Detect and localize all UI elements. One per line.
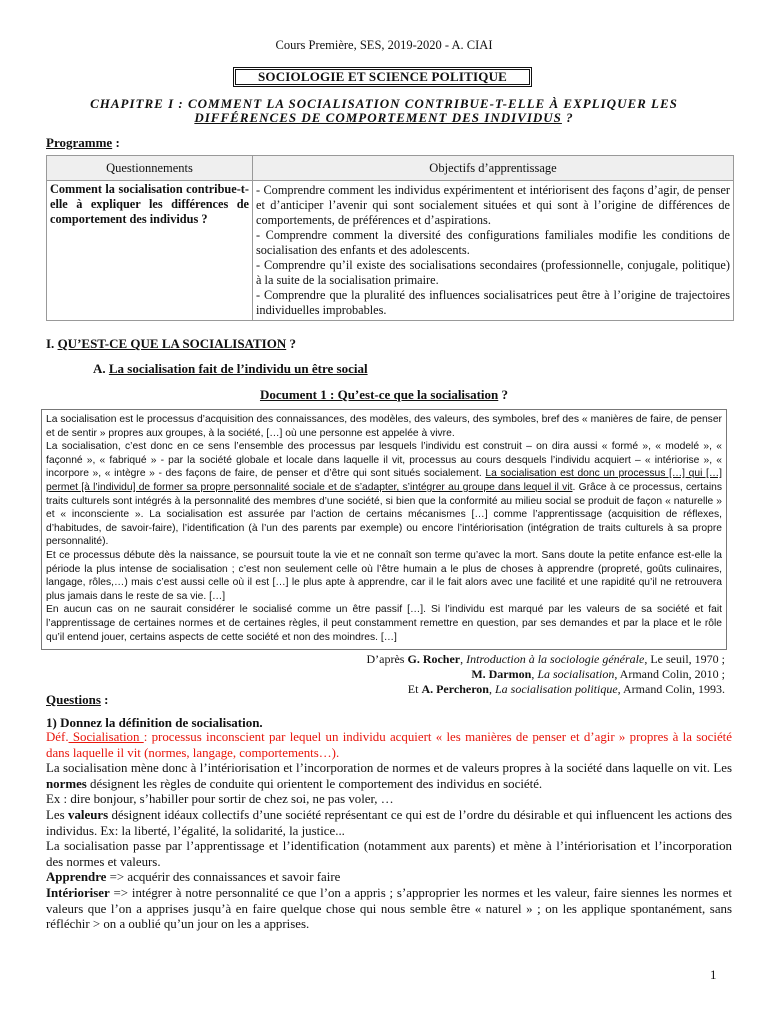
def-text: : processus inconscient par lequel un individu acquiert « les manières de penser et d’agir » propres à la société dans laquelle il vit (normes, langage, comportements…). bbox=[46, 730, 732, 760]
objectives-cell bbox=[253, 181, 734, 321]
main-title: SOCIOLOGIE ET SCIENCE POLITIQUE bbox=[233, 67, 532, 87]
questions-colon: : bbox=[100, 692, 109, 707]
source-sep: , bbox=[488, 682, 495, 696]
sources bbox=[367, 652, 726, 697]
source-prefix: D’après bbox=[366, 652, 408, 666]
answer-text: => acquérir des connaissances et savoir faire bbox=[106, 870, 341, 885]
answer-paragraph bbox=[46, 870, 732, 886]
doc-paragraph: La socialisation est le processus d’acquisition des connaissances, des modèles, des valeurs, des symboles, bref des « manières de faire, de penser et de sentir » propres aux groupes, à la société, […] où une personne est appelée à vivre. bbox=[46, 414, 722, 439]
source-line bbox=[367, 652, 726, 667]
source-book: Introduction à la sociologie générale bbox=[466, 652, 645, 666]
answer-bold: normes bbox=[46, 776, 87, 791]
doc-paragraph: En aucun cas on ne saurait considérer le socialisé comme un être passif […]. Si l’individu est marqué par les valeurs de sa société et fait l’apprentissage de certaines normes et de certaines règles, il peut constamment remettre en question, par ses demandes et par la place et le rôle qu’il entend jouer, certains aspects de cette société et non des moindres. […] bbox=[46, 604, 722, 643]
chapter-suffix: ? bbox=[561, 110, 574, 125]
answer-block bbox=[46, 730, 732, 933]
chapter-title bbox=[60, 97, 708, 125]
section-1-suffix: ? bbox=[286, 336, 296, 351]
objective-item: - Comprendre que la pluralité des influences socialisatrices peut être à l’origine de trajectoires individuelles improbables. bbox=[256, 288, 730, 317]
answer-text: La socialisation mène donc à l’intériorisation et l’incorporation de normes et de valeurs propres à la société dans laquelle on vit. Les bbox=[46, 761, 732, 776]
source-book: La socialisation bbox=[537, 667, 615, 681]
answer-paragraph bbox=[46, 761, 732, 792]
objective-item: - Comprendre comment les individus expérimentent et intériorisent des façons d’agir, de penser et d’anticiper l’avenir qui sont socialement situées et qui sont à l’origine de différences de comportements, de préférences et d’aspirations. bbox=[256, 183, 730, 227]
source-rest: , Armand Colin, 2010 ; bbox=[614, 667, 725, 681]
doc-paragraph bbox=[46, 440, 722, 549]
document-1-box bbox=[41, 409, 727, 650]
section-1-heading bbox=[46, 336, 296, 352]
chapter-line1: COMMENT LA SOCIALISATION CONTRIBUE-T-ELLE À EXPLIQUER LES bbox=[187, 96, 678, 111]
source-line bbox=[367, 682, 726, 697]
answer-paragraph: La socialisation passe par l’apprentissage et l’identification (notamment aux parents) et mène à l’intériorisation et l’incorporation des normes et valeurs. bbox=[46, 839, 732, 869]
source-author: M. Darmon bbox=[471, 667, 532, 681]
doc-text: . Grâce à ce processus, certains traits culturels sont intégrés à la personnalité des membres d’une société, si bien que la conformité au milieu social se produit de façon « naturelle » et « inconsciente ». La socialisation est assurée par l’action de certains mécanismes […] comme l’apprentissage (acquisition de réflexes, d’habitudes, de savoir-faire), l’identification (à l’un des parents par exemple) ou encore l’intériorisation (intégration de traits culturels à sa propre personnalité). bbox=[46, 481, 722, 548]
doc-text: La socialisation, c’est donc en ce sens l’ensemble des processus par lesquels l’individu est construit – on dira aussi « formé », « modelé », « façonné », « fabriqué » - par la société globale et locale dans laquelle il vit, processus au cours desquels l’individu acquiert – « intériorise », « incorpore », « intègre » - des façons de faire, de penser et d’être qui sont situés socialement. bbox=[46, 441, 722, 480]
section-1-title: QU’EST-CE QUE LA SOCIALISATION bbox=[57, 336, 287, 351]
def-label: Déf. bbox=[46, 730, 69, 744]
question-1: 1) Donnez la définition de socialisation. bbox=[46, 715, 263, 730]
source-author: G. Rocher bbox=[407, 652, 461, 666]
header-objectifs: Objectifs d’apprentissage bbox=[253, 156, 734, 181]
chapter-prefix: CHAPITRE I : bbox=[90, 96, 188, 111]
doc-paragraph: Et ce processus débute dès la naissance, se poursuit toute la vie et ne connaît son terme qu’avec la mort. Sans doute la petite enfance est-elle la période la plus intense de socialisation ; c’est non seulement celle où l’être humain a le plus de choses à apprendre (propreté, goûts culinaires, langage, rôles,…) mais c’est aussi celle où il est […] le plus apte à apprendre, car il le fait alors avec une facilité et une rapidité qu’il ne retrouvera plus jamais dans le reste de sa vie. […] bbox=[46, 549, 722, 602]
source-line bbox=[367, 667, 726, 682]
source-sep: , bbox=[531, 667, 538, 681]
section-a-heading bbox=[93, 361, 368, 377]
answer-text: Les bbox=[46, 807, 68, 822]
questions-label bbox=[46, 692, 109, 708]
programme-colon: : bbox=[112, 135, 120, 150]
source-rest: , Le seuil, 1970 ; bbox=[644, 652, 725, 666]
answer-bold: Intérioriser bbox=[46, 885, 110, 900]
section-a-num: A. bbox=[93, 361, 109, 376]
answer-bold: Apprendre bbox=[46, 870, 107, 885]
chapter-line2: DIFFÉRENCES DE COMPORTEMENT DES INDIVIDUS bbox=[194, 110, 562, 125]
objective-item: - Comprendre comment la diversité des configurations familiales modifie les conditions de socialisation des enfants et des adolescents. bbox=[256, 228, 730, 257]
table-header-row bbox=[47, 156, 734, 181]
document-1-title bbox=[0, 387, 768, 403]
header-questionnements: Questionnements bbox=[47, 156, 253, 181]
answer-bold: valeurs bbox=[68, 807, 109, 822]
answer-paragraph bbox=[46, 808, 732, 839]
programme-label bbox=[46, 135, 120, 151]
source-author: A. Percheron bbox=[421, 682, 489, 696]
document-1-suffix: ? bbox=[498, 387, 509, 402]
table-row bbox=[47, 181, 734, 321]
page-number: 1 bbox=[710, 967, 717, 982]
source-sep: , bbox=[460, 652, 467, 666]
section-a-title: La socialisation fait de l’individu un être social bbox=[108, 361, 368, 376]
answer-paragraph bbox=[46, 886, 732, 933]
course-header: Cours Première, SES, 2019-2020 - A. CIAI bbox=[275, 38, 493, 52]
answer-text: désignent les règles de conduite qui orientent le comportement des individus en société. bbox=[86, 776, 543, 791]
def-term: Socialisation bbox=[68, 730, 144, 744]
question-cell: Comment la socialisation contribue-t-elle à expliquer les différences de comportement des individus ? bbox=[47, 181, 253, 321]
questions-label-text: Questions bbox=[46, 692, 101, 707]
programme-label-text: Programme bbox=[46, 135, 113, 150]
section-1-num: I. bbox=[46, 336, 58, 351]
programme-table bbox=[46, 155, 734, 321]
source-rest: , Armand Colin, 1993. bbox=[617, 682, 725, 696]
document-1-title-text: Document 1 : Qu’est-ce que la socialisation bbox=[259, 387, 499, 402]
doc-underlined-text: La socialisation est donc un processus […] qui […] permet [à l’individu] de former sa propre personnalité sociale et de s’adapter, s’intégrer au groupe dans lequel il vit bbox=[46, 468, 722, 493]
objective-item: - Comprendre qu’il existe des socialisations secondaires (professionnelle, conjugale, politique) à la suite de la socialisation primaire. bbox=[256, 258, 730, 287]
answer-text: désignent idéaux collectifs d’une société représentant ce qui est de l’ordre du désirable et qui influencent les actions des individus. Ex: la liberté, l’égalité, la solidarité, la justice... bbox=[46, 807, 733, 838]
definition bbox=[46, 730, 732, 761]
source-prefix: Et bbox=[407, 682, 422, 696]
answer-text: => intégrer à notre personnalité ce que l’on a appris ; s’approprier les normes et les valeur, faire siennes les normes et valeurs que l’on a apprises jusqu’à en faire quelque chose qui nous semble être « naturel » ; on les applique spontanément, sans réfléchir > on a oublié qu’un jour on les a apprises. bbox=[46, 885, 732, 932]
answer-paragraph: Ex : dire bonjour, s’habiller pour sortir de chez soi, ne pas voler, … bbox=[46, 792, 394, 807]
source-book: La socialisation politique bbox=[494, 682, 618, 696]
